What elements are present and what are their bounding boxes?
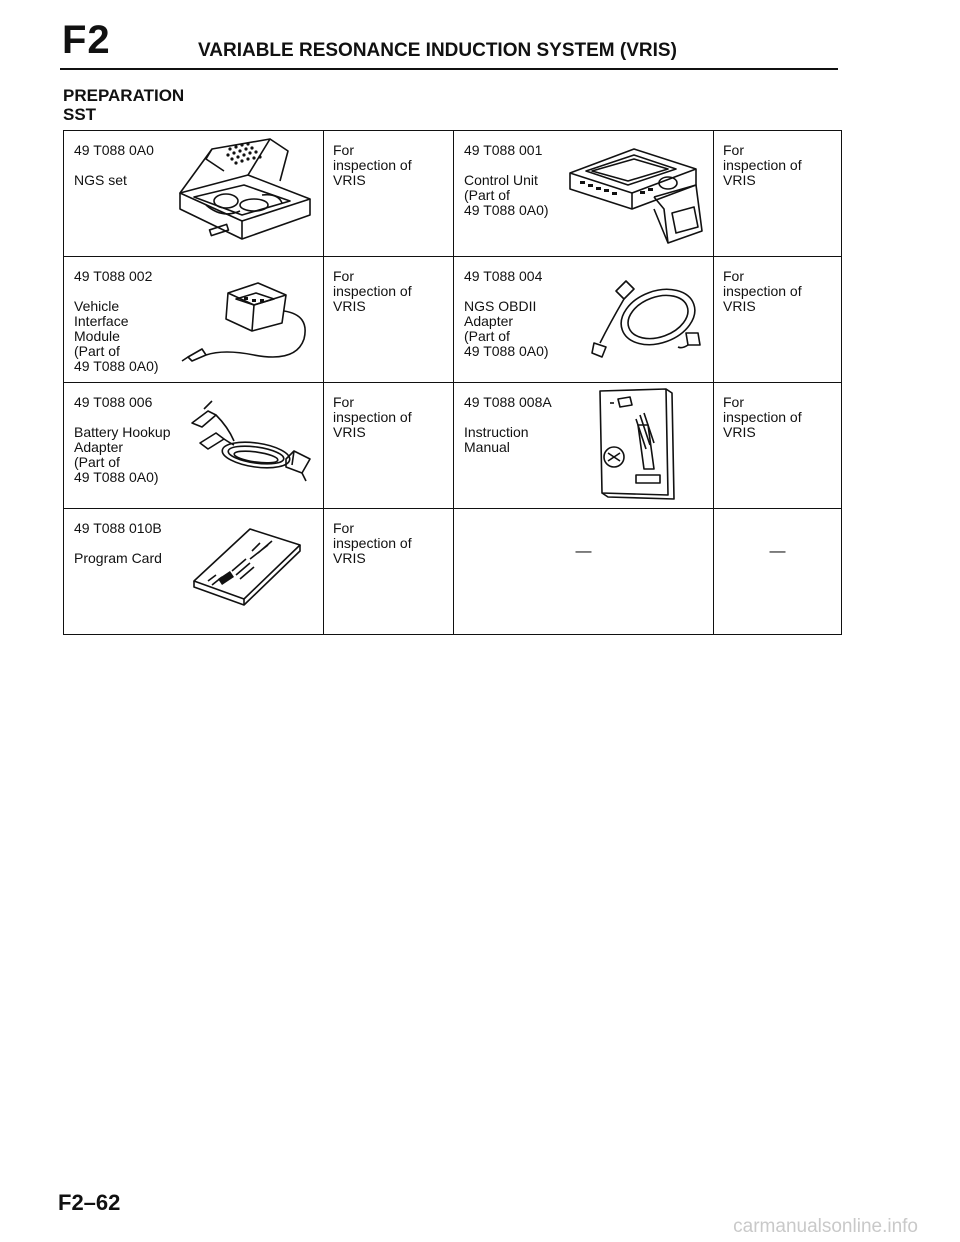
use-line: VRIS	[333, 424, 366, 440]
tool-cell	[454, 383, 714, 509]
tool-name: 49 T088 0A0)	[464, 202, 549, 218]
vehicle-interface-module-icon	[178, 275, 318, 367]
empty-mark: —	[769, 543, 786, 560]
empty-mark: —	[575, 543, 592, 560]
use-line: For	[333, 520, 354, 536]
tool-name: Instruction	[464, 424, 529, 440]
use-line: VRIS	[723, 424, 756, 440]
tool-name: 49 T088 0A0)	[74, 358, 159, 374]
watermark: carmanualsonline.info	[733, 1216, 918, 1237]
page-title: VARIABLE RESONANCE INDUCTION SYSTEM (VRIS)	[198, 40, 677, 61]
use-line: VRIS	[333, 298, 366, 314]
program-card-icon	[188, 523, 308, 609]
tool-name: Module	[74, 328, 120, 344]
tool-name: Adapter	[74, 439, 124, 455]
use-line: For	[333, 394, 354, 410]
use-line: inspection of	[723, 409, 802, 425]
tool-cell	[64, 131, 324, 257]
sst-heading: SST	[63, 105, 97, 124]
tool-cell	[64, 509, 324, 635]
use-cell	[714, 131, 842, 257]
tool-name: (Part of	[74, 454, 120, 470]
section-code: F2	[62, 18, 111, 62]
part-number: 49 T088 010B	[74, 520, 162, 536]
tool-name: Interface	[74, 313, 129, 329]
header-rule	[60, 68, 838, 70]
use-line: For	[723, 142, 744, 158]
use-line: For	[723, 394, 744, 410]
tool-cell	[454, 131, 714, 257]
part-number: 49 T088 0A0	[74, 142, 154, 158]
tool-name: Program Card	[74, 550, 162, 566]
use-line: VRIS	[723, 172, 756, 188]
preparation-heading: PREPARATION	[63, 86, 185, 105]
empty-use-cell	[714, 509, 842, 635]
use-line: inspection of	[333, 535, 412, 551]
use-cell	[714, 383, 842, 509]
use-cell	[324, 509, 454, 635]
tool-cell	[64, 383, 324, 509]
tool-cell	[454, 257, 714, 383]
use-line: For	[333, 142, 354, 158]
tool-name: Manual	[464, 439, 510, 455]
tool-name: Battery Hookup	[74, 424, 171, 440]
tool-name: Control Unit	[464, 172, 538, 188]
tool-name: 49 T088 0A0)	[74, 469, 159, 485]
tool-name: (Part of	[464, 328, 510, 344]
tool-name: Adapter	[464, 313, 514, 329]
part-number: 49 T088 008A	[464, 394, 552, 410]
use-cell	[324, 383, 454, 509]
use-cell	[324, 257, 454, 383]
table-row	[64, 509, 842, 635]
use-cell	[324, 131, 454, 257]
control-unit-icon	[564, 139, 708, 247]
battery-hookup-adapter-icon	[182, 397, 318, 489]
instruction-manual-icon	[592, 385, 682, 503]
part-number: 49 T088 001	[464, 142, 543, 158]
ngs-set-case-icon	[170, 135, 320, 249]
use-line: For	[333, 268, 354, 284]
use-line: inspection of	[333, 409, 412, 425]
use-line: For	[723, 268, 744, 284]
tool-name: NGS OBDII	[464, 298, 537, 314]
use-line: VRIS	[333, 172, 366, 188]
tool-name: (Part of	[74, 343, 120, 359]
part-number: 49 T088 006	[74, 394, 153, 410]
tool-name: NGS set	[74, 172, 127, 188]
part-number: 49 T088 002	[74, 268, 153, 284]
use-line: inspection of	[723, 283, 802, 299]
tool-cell	[64, 257, 324, 383]
page-number: F2–62	[58, 1190, 121, 1215]
use-line: VRIS	[333, 550, 366, 566]
tool-name: (Part of	[464, 187, 510, 203]
sst-table	[63, 130, 842, 635]
tool-name: Vehicle	[74, 298, 120, 314]
section-heading	[63, 86, 184, 124]
obdii-adapter-icon	[582, 273, 710, 373]
table-row	[64, 383, 842, 509]
tool-name: 49 T088 0A0)	[464, 343, 549, 359]
use-line: VRIS	[723, 298, 756, 314]
table-row	[64, 131, 842, 257]
use-line: inspection of	[333, 157, 412, 173]
use-line: inspection of	[333, 283, 412, 299]
table-row	[64, 257, 842, 383]
use-cell	[714, 257, 842, 383]
empty-tool-cell	[454, 509, 714, 635]
use-line: inspection of	[723, 157, 802, 173]
part-number: 49 T088 004	[464, 268, 543, 284]
